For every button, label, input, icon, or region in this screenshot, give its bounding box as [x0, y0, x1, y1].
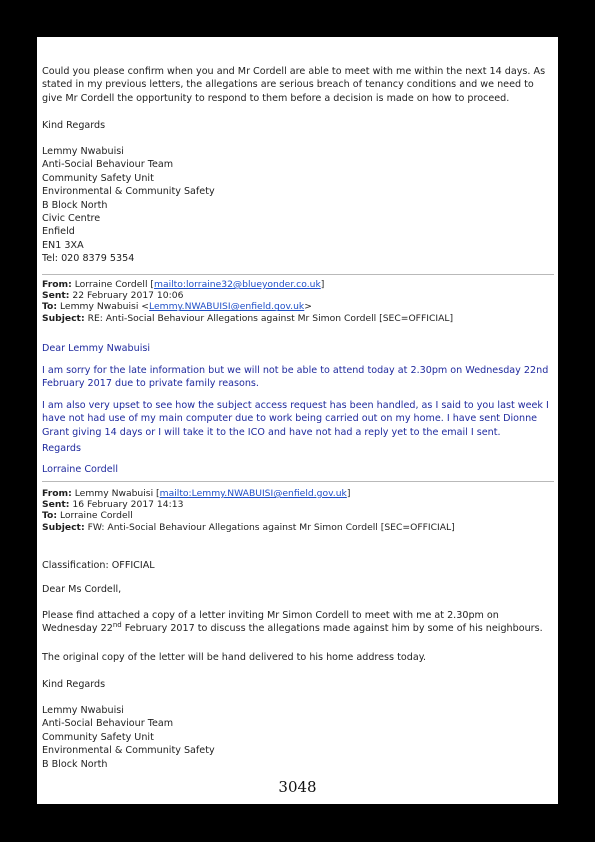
reply-regards: Regards — [42, 443, 81, 454]
from-email-link[interactable]: mailto:lorraine32@blueyonder.co.uk — [154, 279, 321, 290]
from-name: Lemmy Nwabuisi [ — [74, 488, 160, 499]
bracket: ] — [346, 488, 351, 499]
from-name: Lorraine Cordell [ — [74, 279, 154, 290]
to-email-link[interactable]: Lemmy.NWABUISI@enfield.gov.uk — [149, 301, 305, 313]
separator-line — [42, 274, 554, 275]
sent-label: Sent: — [42, 290, 70, 302]
classification-text: Classification: OFFICIAL — [42, 560, 155, 571]
reply-paragraph-1: I am sorry for the late information but we will not be able to attend today at 2.30pm on Wednesday 22nd February 2017 due to private family reasons. — [42, 365, 549, 390]
subject-label: Subject: — [42, 521, 85, 533]
signature-line: Civic Centre — [42, 213, 101, 225]
subject-value: FW: Anti-Social Behaviour Allegations against Mr Simon Cordell [SEC=OFFICIAL] — [87, 521, 455, 533]
signature-line: Anti-Social Behaviour Team — [42, 718, 174, 730]
to-label: To: — [42, 301, 58, 313]
bottom-signature-block — [42, 704, 554, 771]
signature-line: EN1 3XA — [42, 239, 84, 251]
paragraph-text: February 2017 to discuss the allegations made against him by some of his neighbours. — [121, 623, 543, 635]
signature-line: Enfield — [42, 226, 75, 238]
to-label: To: — [42, 510, 58, 522]
separator-line — [42, 481, 554, 482]
reply-paragraph-2: I am also very upset to see how the subject access request has been handled, as I said to you last week I have not had use of my main computer due to work being carried out on my home. I have sent Dionne Grant giving 14 days or I will take it to the ICO and have not had a reply yet to the email I sent. — [42, 400, 549, 438]
bottom-greeting: Dear Ms Cordell, — [42, 584, 122, 595]
sent-value: 16 February 2017 14:13 — [72, 499, 184, 511]
bracket: > — [304, 301, 312, 313]
from-label: From: — [42, 279, 72, 290]
reply-greeting: Dear Lemmy Nwabuisi — [42, 343, 151, 354]
bottom-paragraph-1 — [42, 609, 554, 636]
intro-paragraph: Could you please confirm when you and Mr Cordell are able to meet with me within the next 14 days. As stated in my previous letters, the allegations are serious breach of tenancy conditions and we need to give Mr Cordell the opportunity to respond to them before a decision is made on how to proceed. — [42, 66, 546, 104]
subject-value: RE: Anti-Social Behaviour Allegations against Mr Simon Cordell [SEC=OFFICIAL] — [87, 312, 454, 324]
email-header-2 — [42, 488, 554, 533]
bottom-closing: Kind Regards — [42, 679, 106, 690]
signature-line: Environmental & Community Safety — [42, 745, 215, 757]
closing-text: Kind Regards — [42, 120, 106, 131]
paragraph-text: Please find attached a copy of a letter inviting Mr Simon Cordell to meet with me at 2.30pm on Wednesday 22 — [42, 610, 499, 635]
signature-line: Community Safety Unit — [42, 172, 154, 184]
signature-line: B Block North — [42, 199, 108, 211]
ordinal-suffix: nd — [112, 621, 122, 630]
document-page — [37, 37, 558, 804]
signature-line: Community Safety Unit — [42, 731, 154, 743]
signature-line: Environmental & Community Safety — [42, 186, 215, 198]
bracket: ] — [320, 279, 325, 290]
signature-line: B Block North — [42, 758, 108, 770]
from-email-link[interactable]: mailto:Lemmy.NWABUISI@enfield.gov.uk — [159, 488, 347, 499]
to-name: Lemmy Nwabuisi < — [59, 301, 150, 313]
signature-line: Lemmy Nwabuisi — [42, 146, 124, 157]
bottom-paragraph-2: The original copy of the letter will be hand delivered to his home address today. — [42, 652, 427, 663]
subject-label: Subject: — [42, 312, 85, 324]
signature-line: Lemmy Nwabuisi — [42, 705, 124, 716]
signature-line: Tel: 020 8379 5354 — [42, 253, 135, 265]
to-value: Lorraine Cordell — [59, 510, 133, 522]
page-number: 3048 — [278, 778, 317, 796]
from-label: From: — [42, 488, 72, 499]
reply-name: Lorraine Cordell — [42, 464, 119, 475]
signature-line: Anti-Social Behaviour Team — [42, 159, 174, 171]
signature-block — [42, 145, 554, 266]
sent-label: Sent: — [42, 499, 70, 511]
email-header-1 — [42, 279, 554, 324]
sent-value: 22 February 2017 10:06 — [72, 290, 184, 302]
